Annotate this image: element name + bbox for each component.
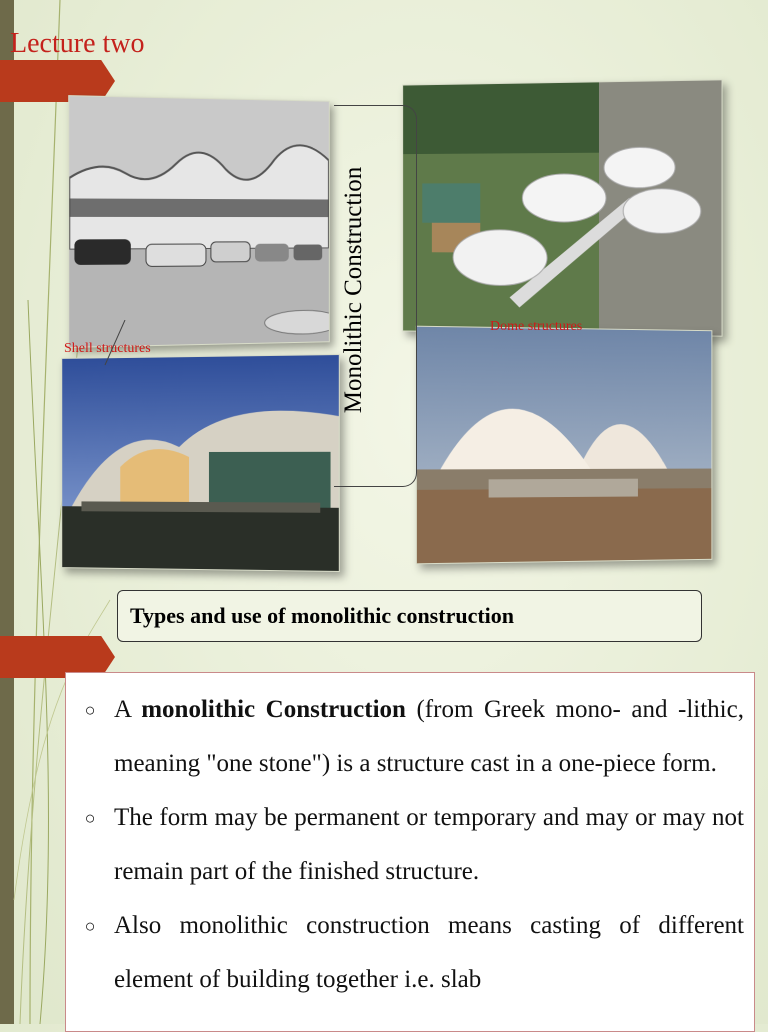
left-accent-bar	[0, 0, 14, 1024]
section-heading-box	[117, 590, 702, 642]
slide-title: Lecture two	[10, 28, 145, 59]
section-heading: Types and use of monolithic construction	[130, 603, 515, 628]
list-item: ○ A monolithic Construction (from Greek mono- and -lithic, meaning "one stone") is a structure cast in a one-piece form.	[66, 683, 744, 791]
shell-caption: Shell structures	[64, 341, 151, 356]
bullet-list	[65, 672, 755, 1032]
dome-structure-photo-1	[402, 79, 722, 336]
dome-structure-photo-2	[416, 326, 712, 565]
caption-pointer-line	[100, 320, 140, 370]
bullet-circle-icon: ○	[84, 808, 96, 828]
shell-structure-photo-2	[61, 354, 340, 572]
list-item: ○ Also monolithic construction means casting of different element of building together i.e. slab	[66, 899, 744, 1007]
shell-structure-photo-1	[68, 95, 330, 348]
list-item: ○ The form may be permanent or temporary and may or may not remain part of the finished structure.	[66, 791, 744, 899]
dome-caption: Dome structures	[490, 319, 583, 334]
bullet-circle-icon: ○	[84, 700, 96, 720]
vertical-label: Monolithic Construction	[340, 166, 367, 414]
bullet-circle-icon: ○	[84, 916, 96, 936]
